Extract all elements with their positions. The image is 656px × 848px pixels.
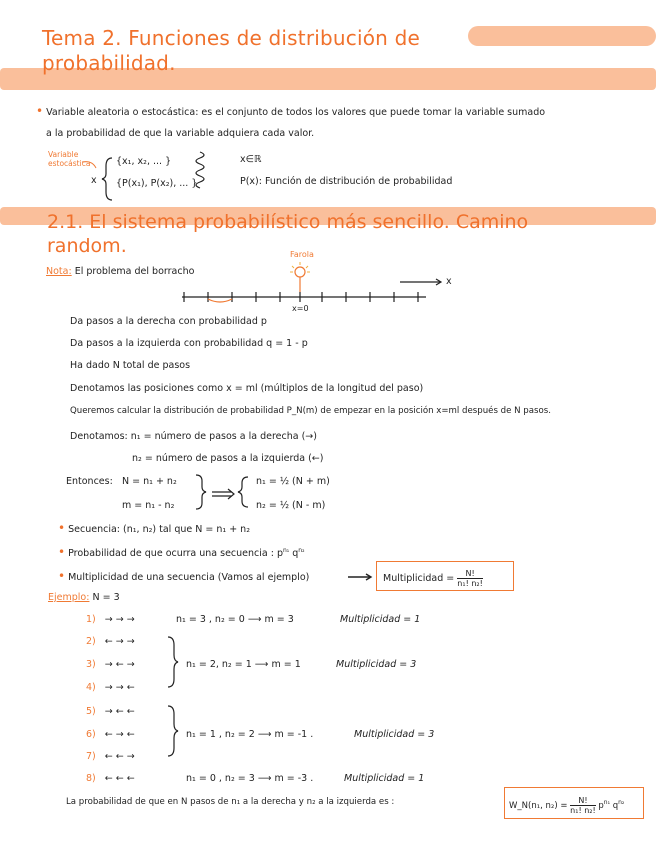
row-index: 8) (86, 773, 96, 784)
implies-arrow (212, 489, 234, 499)
eq-sum: N = n₁ + n₂ (122, 476, 177, 487)
definition-line2: a la probabilidad de que la variable adquiera cada valor. (46, 128, 315, 139)
nota-text: El problema del borracho (74, 266, 195, 277)
row-index: 3) (86, 659, 96, 670)
definition-line1 (36, 104, 545, 118)
final-exp-n1: n₁ (603, 799, 611, 807)
example-row-6 (86, 729, 135, 740)
row-index: 4) (86, 682, 96, 693)
group2-result: n₁ = 2, n₂ = 1 ⟶ m = 1 (186, 659, 301, 670)
example-row-7 (86, 751, 135, 762)
definition-text1: Variable aleatoria o estocástica: es el conjunto de todos los valores que puede tomar la variable sumado (46, 107, 546, 118)
page-title-line2: probabilidad. (42, 51, 176, 75)
row-arrows: → ← → (104, 659, 135, 670)
final-formula-box (504, 787, 644, 819)
nota-line (46, 266, 194, 277)
farola-label: Farola (290, 250, 314, 259)
var-label: Variable estocástica (48, 150, 91, 168)
final-formula (509, 796, 624, 815)
entonces-label: Entonces: (66, 476, 113, 487)
final-fraction (570, 796, 596, 815)
row-arrows: → ← ← (104, 706, 135, 717)
probability-q: q (289, 548, 299, 559)
probability-exp-n2: n₂ (298, 546, 305, 554)
page-title (42, 26, 420, 76)
final-q: q (610, 801, 619, 811)
lamp-icon (290, 262, 310, 292)
multiplicity-text: Multiplicidad de una secuencia (Vamos al ejemplo) (68, 572, 310, 583)
example-row-1 (86, 614, 135, 625)
x-in-r: x∈ℝ (240, 154, 262, 165)
axis-x-label: x (446, 276, 452, 287)
multiplicity-numerator: N! (457, 569, 483, 579)
bullet-multiplicity (58, 569, 309, 583)
final-exp-n2: n₂ (618, 799, 625, 807)
title-highlight-right (468, 26, 656, 46)
multiplicity-fraction (457, 569, 483, 588)
group3-multiplicity: Multiplicidad = 3 (354, 729, 435, 740)
group3-result: n₁ = 1 , n₂ = 2 ⟶ m = -1 . (186, 729, 314, 740)
eq-diff: m = n₁ - n₂ (122, 500, 175, 511)
probability-exp-n1: n₁ (282, 546, 290, 554)
x-label: x (91, 175, 97, 186)
row-arrows: ← → → (104, 636, 135, 647)
bullet-icon: • (58, 545, 66, 559)
final-p: p (598, 801, 604, 811)
example-row-2 (86, 636, 135, 647)
set-probabilities: {P(x₁), P(x₂), ... } (116, 178, 198, 189)
multiplicity-formula (383, 569, 483, 588)
example-row-4 (86, 682, 135, 693)
rule-positions: Denotamos las posiciones como x = ml (múltiplos de la longitud del paso) (70, 383, 424, 394)
row1-multiplicity: Multiplicidad = 1 (340, 614, 421, 625)
final-numerator: N! (570, 796, 596, 806)
final-denominator: n₁! n₂! (570, 806, 596, 815)
row-arrows: ← ← → (104, 751, 135, 762)
page-title-line1: Tema 2. Funciones de distribución de (42, 26, 421, 50)
result-n1: n₁ = ½ (N + m) (256, 476, 330, 487)
bullet-icon: • (58, 521, 66, 535)
multiplicity-formula-box (376, 561, 514, 591)
bullet-sequence (58, 521, 250, 535)
probability-text: Probabilidad de que ocurra una secuencia : p (68, 548, 283, 559)
denote-n1: Denotamos: n₁ = número de pasos a la derecha (→) (70, 431, 317, 442)
example-row-8 (86, 773, 135, 784)
sequence-text: Secuencia: (n₁, n₂) tal que N = n₁ + n₂ (68, 524, 251, 535)
nota-label: Nota: (46, 266, 72, 277)
row8-multiplicity: Multiplicidad = 1 (344, 773, 425, 784)
row-index: 6) (86, 729, 96, 740)
origin-label: x=0 (292, 304, 309, 313)
result-n2: n₂ = ½ (N - m) (256, 500, 326, 511)
section-title-line1: 2.1. El sistema probabilístico más sencillo. Camino (47, 211, 529, 233)
row-index: 7) (86, 751, 96, 762)
brace-entonces (196, 475, 206, 509)
section-title (47, 210, 528, 258)
group2-multiplicity: Multiplicidad = 3 (336, 659, 417, 670)
rule-total: Ha dado N total de pasos (70, 360, 191, 371)
row-arrows: → → ← (104, 682, 135, 693)
denote-n2: n₂ = número de pasos a la izquierda (←) (132, 453, 324, 464)
rule-left: Da pasos a la izquierda con probabilidad q = 1 - p (70, 338, 308, 349)
brace-group2 (168, 637, 178, 687)
row-index: 2) (86, 636, 96, 647)
brace-group3 (168, 706, 178, 756)
multiplicity-formula-lhs: Multiplicidad = (383, 573, 455, 584)
multiplicity-denominator: n₁! n₂! (457, 579, 483, 588)
row8-result: n₁ = 0 , n₂ = 3 ⟶ m = -3 . (186, 773, 314, 784)
row-arrows: ← ← ← (104, 773, 135, 784)
bullet-icon: • (36, 104, 44, 118)
rule-goal: Queremos calcular la distribución de probabilidad P_N(m) de empezar en la posición x=ml después de N pasos. (70, 406, 551, 416)
set-values: {x₁, x₂, ... } (116, 156, 172, 167)
final-formula-lhs: W_N(n₁, n₂) = (509, 801, 568, 811)
example-row-3 (86, 659, 135, 670)
row1-result: n₁ = 3 , n₂ = 0 ⟶ m = 3 (176, 614, 294, 625)
px-definition: P(x): Función de distribución de probabilidad (240, 176, 453, 187)
example-row-5 (86, 706, 135, 717)
brace-left (102, 158, 112, 200)
bullet-probability (58, 545, 304, 559)
final-statement: La probabilidad de que en N pasos de n₁ a la derecha y n₂ a la izquierda es : (66, 797, 395, 807)
example-n: N = 3 (92, 592, 120, 603)
row-index: 5) (86, 706, 96, 717)
section-title-line2: random. (47, 235, 127, 257)
row-index: 1) (86, 614, 96, 625)
step-marker (208, 299, 232, 302)
brace-results (238, 477, 248, 507)
row-arrows: → → → (104, 614, 135, 625)
example-header (48, 592, 120, 603)
example-label: Ejemplo: (48, 592, 90, 603)
row-arrows: ← → ← (104, 729, 135, 740)
rule-right: Da pasos a la derecha con probabilidad p (70, 316, 267, 327)
bullet-icon: • (58, 569, 66, 583)
